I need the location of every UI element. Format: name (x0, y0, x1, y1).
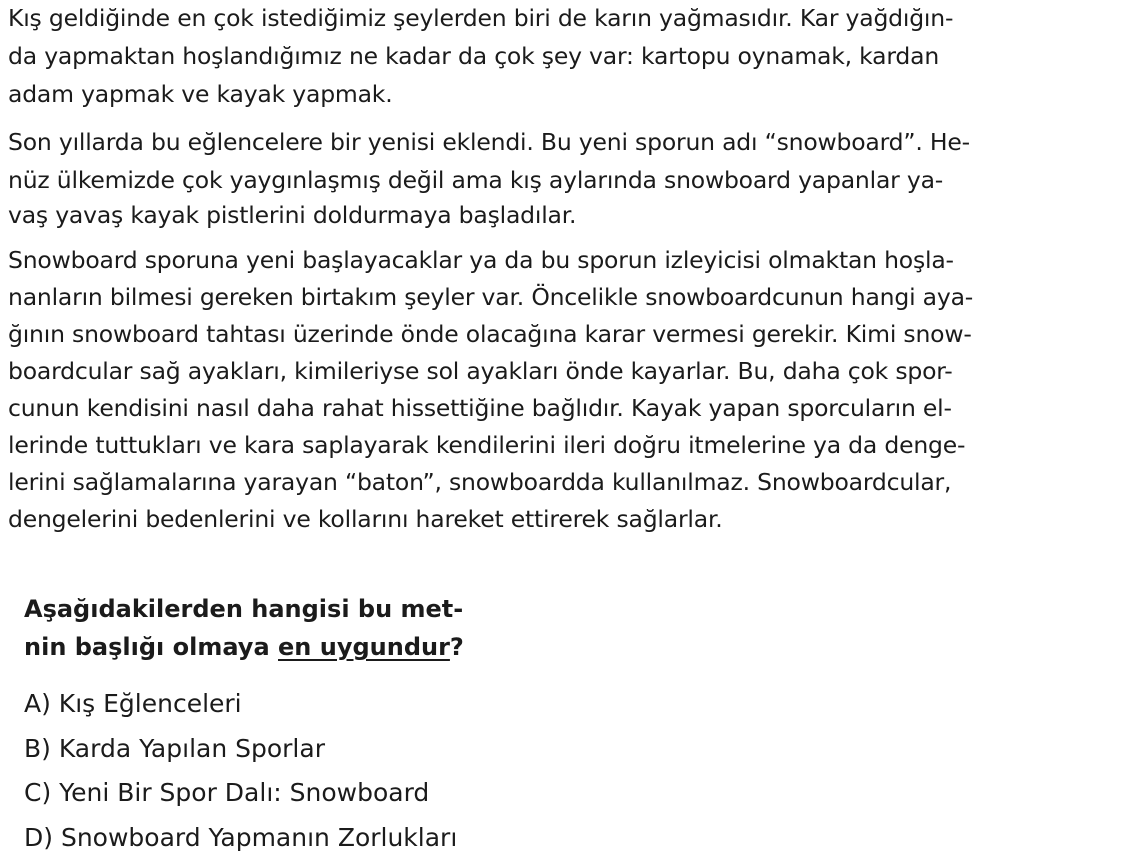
question-line-2 (24, 628, 464, 666)
option-d[interactable]: D) Snowboard Yapmanın Zorlukları (24, 823, 458, 852)
passage-line: boardcular sağ ayakları, kimileriyse sol ayakları önde kayarlar. Bu, daha çok spor- (8, 357, 953, 385)
option-a[interactable]: A) Kış Eğlenceleri (24, 689, 242, 718)
passage-line: nanların bilmesi gereken birtakım şeyler var. Öncelikle snowboardcunun hangi aya- (8, 283, 974, 311)
option-c[interactable]: C) Yeni Bir Spor Dalı: Snowboard (24, 778, 430, 807)
question-emphasis: en uygundur (278, 633, 450, 661)
passage-line: cunun kendisini nasıl daha rahat hissettiğine bağlıdır. Kayak yapan sporcuların el- (8, 394, 952, 422)
passage-line: nüz ülkemizde çok yaygınlaşmış değil ama kış aylarında snowboard yapanlar ya- (8, 166, 944, 194)
passage-line: ğının snowboard tahtası üzerinde önde olacağına karar vermesi gerekir. Kimi snow- (8, 320, 972, 348)
passage-line: da yapmaktan hoşlandığımız ne kadar da çok şey var: kartopu oynamak, kardan (8, 42, 940, 70)
passage-line: lerinde tuttukları ve kara saplayarak kendilerini ileri doğru itmelerine ya da denge- (8, 431, 966, 459)
question-mark: ? (449, 633, 464, 661)
passage-line: dengelerini bedenlerini ve kollarını hareket ettirerek sağlarlar. (8, 505, 723, 533)
option-b[interactable]: B) Karda Yapılan Sporlar (24, 734, 325, 763)
question-line-1: Aşağıdakilerden hangisi bu met- (24, 595, 464, 623)
passage-line: Kış geldiğinde en çok istediğimiz şeylerden biri de karın yağmasıdır. Kar yağdığın- (8, 4, 954, 32)
passage-line: Son yıllarda bu eğlencelere bir yenisi eklendi. Bu yeni sporun adı “snowboard”. He- (8, 128, 970, 156)
question-line-2-text: nin başlığı olmaya (24, 633, 279, 661)
passage-line: adam yapmak ve kayak yapmak. (8, 80, 393, 108)
passage-line: lerini sağlamalarına yarayan “baton”, snowboardda kullanılmaz. Snowboardcular, (8, 468, 952, 496)
passage-line: vaş yavaş kayak pistlerini doldurmaya başladılar. (8, 201, 577, 229)
passage-line: Snowboard sporuna yeni başlayacaklar ya da bu sporun izleyicisi olmaktan hoşla- (8, 246, 954, 274)
